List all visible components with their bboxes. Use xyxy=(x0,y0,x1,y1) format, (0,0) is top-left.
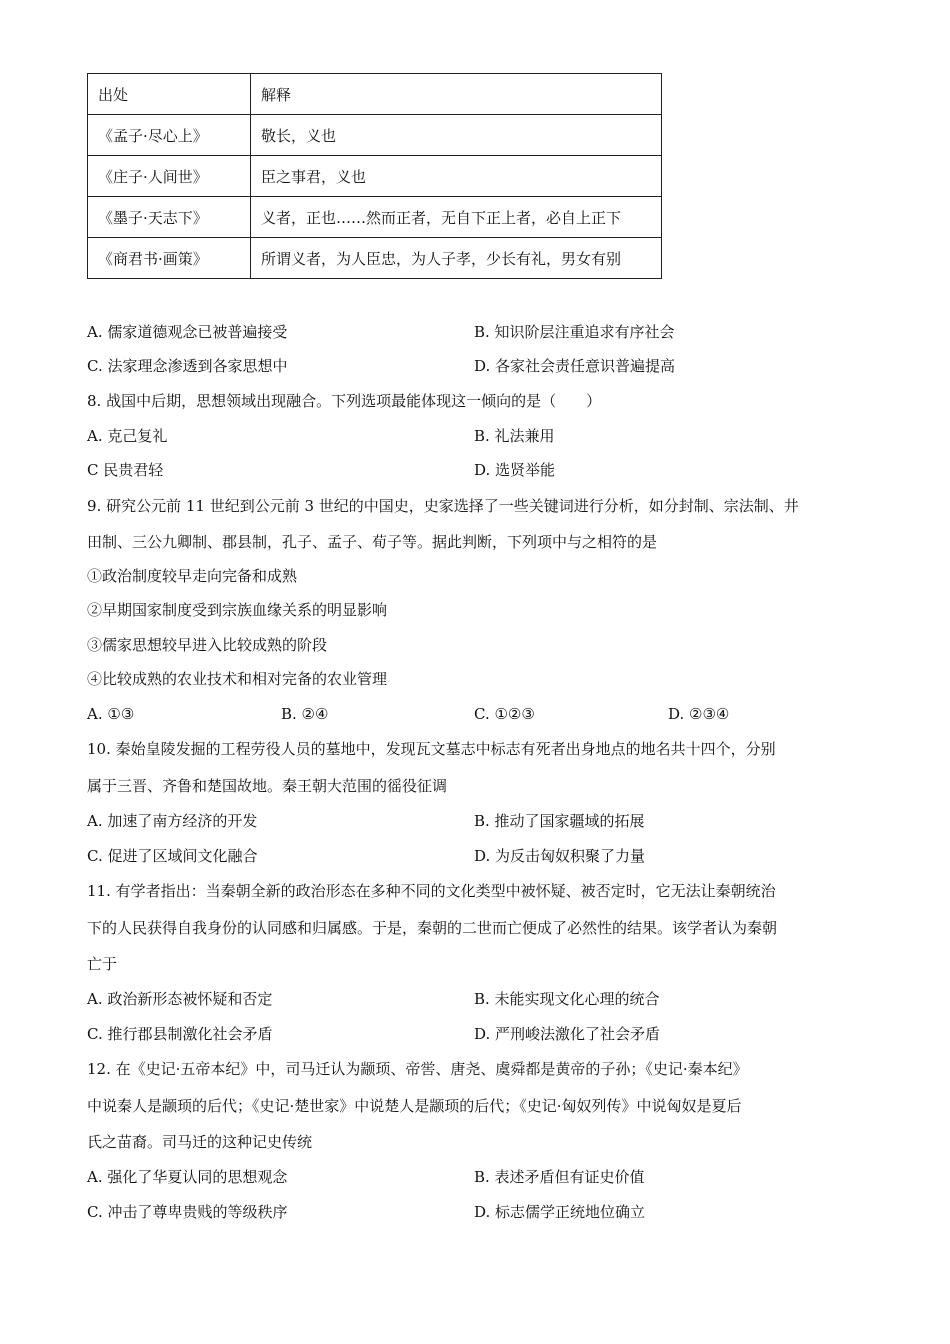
q9-option-b[interactable]: B. ②④ xyxy=(281,705,329,723)
table-header-row xyxy=(88,74,662,115)
table-row xyxy=(88,115,662,156)
table-header-explanation: 解释 xyxy=(251,74,662,115)
q9-stem-line-1: 9. 研究公元前 11 世纪到公元前 3 世纪的中国史，史家选择了一些关键词进行分析，如分封制、宗法制、井 xyxy=(87,497,799,515)
q10-option-d[interactable]: D. 为反击匈奴积聚了力量 xyxy=(474,847,646,865)
table-cell-explanation: 臣之事君，义也 xyxy=(251,156,662,197)
q9-item-3: ③儒家思想较早进入比较成熟的阶段 xyxy=(87,636,328,654)
q7-option-a[interactable]: A. 儒家道德观念已被普遍接受 xyxy=(87,323,288,341)
q11-option-c[interactable]: C. 推行郡县制激化社会矛盾 xyxy=(87,1025,273,1043)
q12-option-a[interactable]: A. 强化了华夏认同的思想观念 xyxy=(87,1168,288,1186)
q8-option-d[interactable]: D. 选贤举能 xyxy=(474,461,556,479)
q7-option-b[interactable]: B. 知识阶层注重追求有序社会 xyxy=(474,323,675,341)
q9-option-d[interactable]: D. ②③④ xyxy=(668,705,730,723)
q12-stem-line-2: 中说秦人是颛顼的后代；《史记·楚世家》中说楚人是颛顼的后代；《史记·匈奴列传》中说匈奴是夏后 xyxy=(87,1097,742,1115)
q10-stem-line-2: 属于三晋、齐鲁和楚国故地。秦王朝大范围的徭役征调 xyxy=(87,777,448,795)
table-row xyxy=(88,238,662,279)
table-cell-source: 《商君书·画策》 xyxy=(88,238,251,279)
q10-option-b[interactable]: B. 推动了国家疆域的拓展 xyxy=(474,812,645,830)
q11-option-d[interactable]: D. 严刑峻法激化了社会矛盾 xyxy=(474,1025,661,1043)
q8-option-a[interactable]: A. 克己复礼 xyxy=(87,427,168,445)
q12-option-d[interactable]: D. 标志儒学正统地位确立 xyxy=(474,1203,646,1221)
q9-item-1: ①政治制度较早走向完备和成熟 xyxy=(87,567,298,585)
q7-option-c[interactable]: C. 法家理念渗透到各家思想中 xyxy=(87,357,288,375)
q8-option-c[interactable]: C 民贵君轻 xyxy=(87,461,164,479)
q12-stem-line-3: 氏之苗裔。司马迁的这种记史传统 xyxy=(87,1133,313,1151)
q9-option-a[interactable]: A. ①③ xyxy=(87,705,135,723)
q11-stem-line-2: 下的人民获得自我身份的认同感和归属感。于是，秦朝的二世而亡便成了必然性的结果。该学者认为秦朝 xyxy=(87,919,778,937)
table-cell-explanation: 义者，正也……然而正者，无自下正上者，必自上正下 xyxy=(251,197,662,238)
q9-stem-line-2: 田制、三公九卿制、郡县制，孔子、孟子、荀子等。据此判断，下列项中与之相符的是 xyxy=(87,533,658,551)
q11-stem-line-3: 亡于 xyxy=(87,955,118,973)
table-cell-explanation: 敬长，义也 xyxy=(251,115,662,156)
table-row xyxy=(88,197,662,238)
table-cell-explanation: 所谓义者，为人臣忠，为人子孝，少长有礼，男女有别 xyxy=(251,238,662,279)
table-header-source: 出处 xyxy=(88,74,251,115)
q11-option-b[interactable]: B. 未能实现文化心理的统合 xyxy=(474,990,660,1008)
source-table xyxy=(87,73,662,279)
q9-option-c[interactable]: C. ①②③ xyxy=(474,705,535,723)
q10-option-a[interactable]: A. 加速了南方经济的开发 xyxy=(87,812,258,830)
q9-item-4: ④比较成熟的农业技术和相对完备的农业管理 xyxy=(87,670,388,688)
q10-option-c[interactable]: C. 促进了区域间文化融合 xyxy=(87,847,258,865)
q12-stem-line-1: 12. 在《史记·五帝本纪》中，司马迁认为颛顼、帝喾、唐尧、虞舜都是黄帝的子孙；《史记·秦本纪》 xyxy=(87,1060,748,1078)
table-row xyxy=(88,156,662,197)
q7-option-d[interactable]: D. 各家社会责任意识普遍提高 xyxy=(474,357,676,375)
table-cell-source: 《庄子·人间世》 xyxy=(88,156,251,197)
q10-stem-line-1: 10. 秦始皇陵发掘的工程劳役人员的墓地中，发现瓦文墓志中标志有死者出身地点的地名共十四个，分别 xyxy=(87,740,776,758)
q12-option-c[interactable]: C. 冲击了尊卑贵贱的等级秩序 xyxy=(87,1203,288,1221)
q11-stem-line-1: 11. 有学者指出：当秦朝全新的政治形态在多种不同的文化类型中被怀疑、被否定时，它无法让秦朝统治 xyxy=(87,882,776,900)
q8-option-b[interactable]: B. 礼法兼用 xyxy=(474,427,555,445)
q11-option-a[interactable]: A. 政治新形态被怀疑和否定 xyxy=(87,990,273,1008)
q8-stem: 8. 战国中后期，思想领域出现融合。下列选项最能体现这一倾向的是（ ） xyxy=(87,392,602,410)
table-cell-source: 《孟子·尽心上》 xyxy=(88,115,251,156)
q12-option-b[interactable]: B. 表述矛盾但有证史价值 xyxy=(474,1168,645,1186)
q9-item-2: ②早期国家制度受到宗族血缘关系的明显影响 xyxy=(87,601,388,619)
table-cell-source: 《墨子·天志下》 xyxy=(88,197,251,238)
